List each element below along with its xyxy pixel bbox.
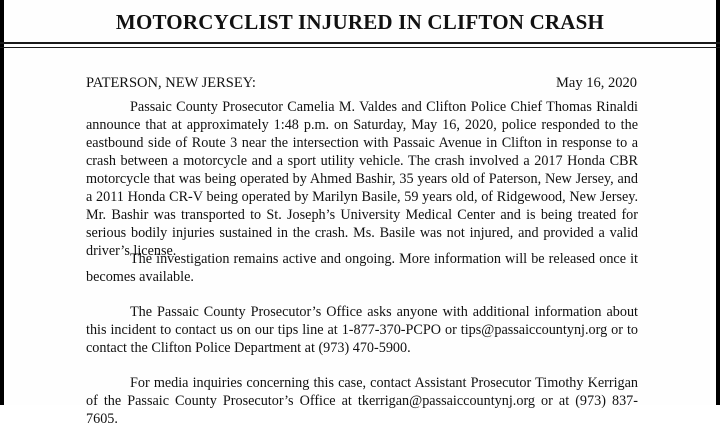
paragraph-tips-contact: The Passaic County Prosecutor’s Office asks anyone with additional information about this incident to contact us on our tips line at 1-877-370-PCPO or tips@passaiccountynj.org or to contact the Clifton Police Department at (973) 470-5900.: [86, 304, 638, 356]
paragraph-investigation-status: The investigation remains active and ongoing. More information will be released once it becomes available.: [86, 251, 638, 285]
title-rule-thick: [0, 42, 720, 44]
left-dark-border: [0, 0, 4, 405]
document-title: MOTORCYCLIST INJURED IN CLIFTON CRASH: [115, 10, 605, 34]
right-dark-border: [716, 0, 720, 405]
release-date: May 16, 2020: [556, 75, 637, 91]
paragraph-media-inquiries: For media inquiries concerning this case, contact Assistant Prosecutor Timothy Kerrigan of the Passaic County Prosecutor’s Office at tkerrigan@passaiccountynj.org or at (973) 837-7605.: [86, 375, 638, 427]
paragraph-incident-details: Passaic County Prosecutor Camelia M. Valdes and Clifton Police Chief Thomas Rinaldi announce that at approximately 1:48 p.m. on Saturday, May 16, 2020, police responded to the eastbound side of Route 3 near the intersection with Passaic Avenue in Clifton in response to a crash between a motorcycle and a sport utility vehicle. The crash involved a 2017 Honda CBR motorcycle that was being operated by Ahmed Bashir, 35 years old of Paterson, New Jersey, and a 2011 Honda CR-V being operated by Marilyn Basile, 59 years old, of Ridgewood, New Jersey. Mr. Bashir was transported to St. Joseph’s University Medical Center and is being treated for serious bodily injuries sustained in the crash. Ms. Basile was not injured, and provided a valid driver’s license.: [86, 99, 638, 259]
title-rule-thin: [0, 47, 720, 48]
dateline: PATERSON, NEW JERSEY:: [86, 75, 256, 91]
